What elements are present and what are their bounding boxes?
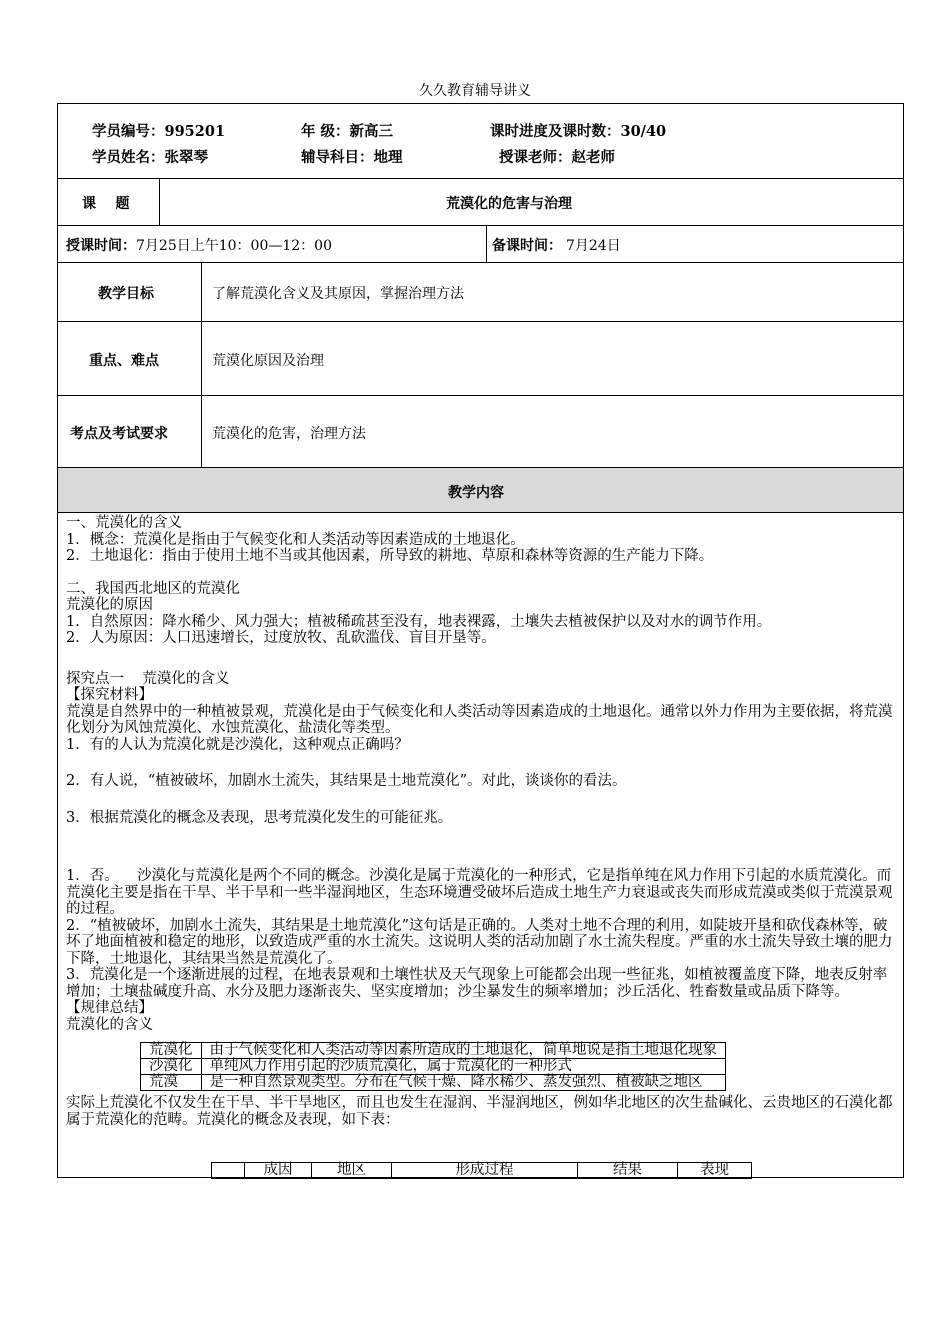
teacher: 授课老师：赵老师 [499,149,615,166]
answer-1: 1．否。 沙漠化与荒漠化是两个不同的概念。沙漠化是属于荒漠化的一种形式，它是指单纯在风力作用下引起的水质荒漠化。而荒漠化主要是指在干旱、半干旱和一些半湿润地区，生态环境遭受破坏后造成土地生产力衰退或丧失而形成荒漠或类似于荒漠景观的过程。 [66,868,893,917]
content-title-row [58,468,903,513]
student-id: 学员编号：995201 [92,123,226,140]
lesson-plan-table [57,103,904,1178]
subject: 辅导科目：地理 [301,149,403,166]
table-header-cell: 地区 [312,1163,392,1179]
section-heading: 二、我国西北地区的荒漠化 [66,580,240,597]
content-line: 【规律总结】 [66,1000,153,1016]
table-cell: 由于气候变化和人类活动等因素所造成的土地退化，简单地说是指土地退化现象 [201,1043,726,1059]
key-points-row [58,322,903,396]
grade: 年 级：新高三 [301,123,394,140]
content-line: 1．自然原因：降水稀少、风力强大；植被稀疏甚至没有，地表裸露，土壤失去植被保护以及对水的调节作用。 [66,613,772,630]
content-line: 荒漠化的含义 [66,1016,153,1033]
table-cell: 单纯风力作用引起的沙质荒漠化，属于荒漠化的一种形式 [201,1059,726,1075]
prep-time-label: 备课时间： [492,238,562,254]
table-header-cell: 结果 [578,1163,678,1179]
table-cell: 荒漠 [141,1075,202,1091]
table-cell: 沙漠化 [141,1059,202,1075]
question-2: 2．有人说，“植被破坏，加剧水土流失，其结果是土地荒漠化”。对此，谈谈你的看法。 [66,773,627,789]
definition-table [140,1042,726,1091]
topic-value: 荒漠化的危害与治理 [446,196,572,212]
student-name: 学员姓名：张翠琴 [92,149,208,166]
table-header-cell: 成因 [245,1163,312,1179]
table-cell: 荒漠化 [141,1043,202,1059]
topic-label: 课 题 [82,196,130,212]
topic-row [58,179,903,226]
table-header-cell [212,1163,245,1179]
progress: 课时进度及课时数：30/40 [490,123,667,140]
answer-2: 2．“植被破坏，加剧水土流失，其结果是土地荒漠化”这句话是正确的。人类对土地不合理的利用，如陡坡开垦和砍伐森林等，破坏了地面植被和稳定的地形，以致造成严重的水土流失。这说明人类的活动加剧了水土流失程度。严重的水土流失导致土壤的肥力下降，土地退化，其结果当然是荒漠化了。 [66,917,893,967]
teach-time-label: 授课时间： [66,238,136,254]
exam-label: 考点及考试要求 [70,426,168,442]
content-line: 1．概念：荒漠化是指由于气候变化和人类活动等因素造成的土地退化。 [66,531,525,548]
content-line: 荒漠是自然界中的一种植被景观，荒漠化是由于气候变化和人类活动等因素造成的土地退化。通常以外力作用为主要依据，将荒漠化划分为风蚀荒漠化、水蚀荒漠化、盐渍化等类型。 [66,703,893,736]
table-header-row [212,1163,752,1179]
table-row [141,1075,726,1091]
goals-value: 了解荒漠化含义及其原因，掌握治理方法 [212,286,464,302]
table-row [141,1059,726,1075]
question-1: 1．有的人认为荒漠化就是沙漠化，这种观点正确吗？ [66,736,409,753]
content-line: 实际上荒漠化不仅发生在干旱、半干旱地区，而且也发生在湿润、半湿润地区，例如华北地区的次生盐碱化、云贵地区的石漠化都属于荒漠化的范畴。荒漠化的概念及表现，如下表： [66,1095,893,1128]
content-line: 荒漠化的原因 [66,597,153,613]
answer-3: 3．荒漠化是一个逐渐进展的过程，在地表景观和土壤性状及天气现象上可能都会出现一些征兆，如植被覆盖度下降，地表反射率增加；土壤盐碱度升高、水分及肥力逐渐丧失、坚实度增加；沙尘暴发生的频率增加；沙丘活化、牲畜数量或品质下降等。 [66,967,888,1000]
goals-row [58,263,903,322]
desertification-form-table [211,1162,752,1179]
table-cell: 是一种自然景观类型。分布在气候干燥、降水稀少、蒸发强烈、植被缺乏地区 [201,1075,726,1091]
section-heading: 一、荒漠化的含义 [66,515,182,531]
table-row [141,1043,726,1059]
time-row [58,226,903,263]
student-info-row [58,104,903,179]
teach-time-value: 7月25日上午10：00—12：00 [136,238,332,254]
document-header: 久久教育辅导讲义 [419,83,531,99]
key-points-value: 荒漠化原因及治理 [212,353,324,369]
exam-value: 荒漠化的危害，治理方法 [212,426,366,442]
key-points-label: 重点、难点 [89,353,159,369]
question-3: 3．根据荒漠化的概念及表现，思考荒漠化发生的可能征兆。 [66,809,453,826]
table-header-cell: 形成过程 [392,1163,578,1179]
summary-text [66,1095,896,1128]
content-line: 【探究材料】 [66,687,153,703]
exam-row [58,396,903,468]
section-heading: 探究点一 荒漠化的含义 [66,670,230,687]
table-header-cell: 表现 [678,1163,752,1179]
teaching-content [66,515,896,1033]
content-title: 教学内容 [448,485,504,501]
goals-label: 教学目标 [98,286,154,302]
prep-time-value: 7月24日 [566,238,621,254]
content-line: 2．人为原因：人口迅速增长，过度放牧、乱砍滥伐、盲目开垦等。 [66,630,496,646]
content-line: 2．土地退化：指由于使用土地不当或其他因素，所导致的耕地、草原和森林等资源的生产能力下降。 [66,548,714,564]
